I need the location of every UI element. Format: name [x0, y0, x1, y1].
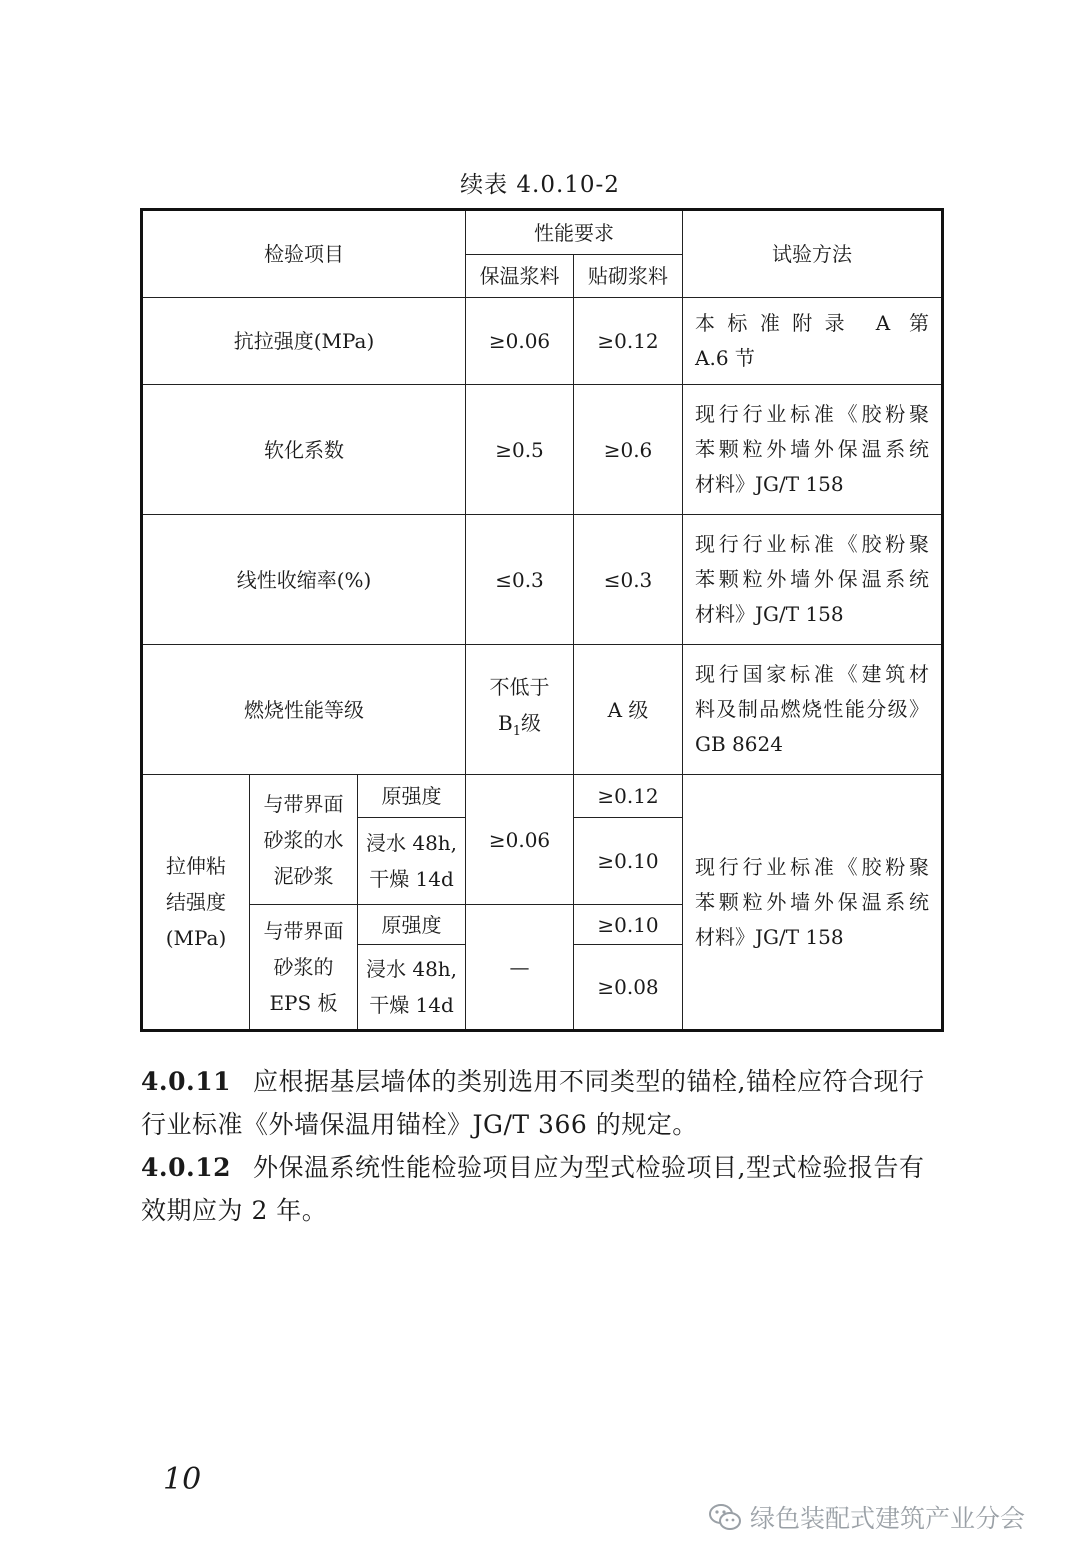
clause-text: 外保温系统性能检验项目应为型式检验项目,型式检验报告有效期应为 2 年。 [141, 1153, 925, 1225]
header-masonry-slurry: 贴砌浆料 [574, 255, 683, 298]
item-cell: 软化系数 [142, 385, 466, 515]
header-insulation-slurry: 保温浆料 [466, 255, 574, 298]
table-caption: 续表 4.0.10-2 [460, 172, 620, 198]
masonry-value: ≥0.08 [574, 945, 683, 1031]
bond-condition: 原强度 [358, 775, 466, 818]
table-row [142, 515, 943, 645]
clause-4-0-11 [141, 1060, 941, 1146]
masonry-value: A 级 [574, 645, 683, 775]
bond-condition: 浸水 48h, 干燥 14d [358, 945, 466, 1031]
clause-text: 应根据基层墙体的类别选用不同类型的锚栓,锚栓应符合现行行业标准《外墙保温用锚栓》JG/T 366 的规定。 [141, 1067, 925, 1139]
method-cell [683, 645, 943, 775]
insulation-value: ≤0.3 [466, 515, 574, 645]
table-row [142, 385, 943, 515]
method-line: A.6 节 [695, 346, 755, 370]
table-row [142, 775, 943, 818]
insulation-value: ≥0.06 [466, 775, 574, 905]
method-line: 苯颗粒外墙外保温系统 [695, 437, 930, 461]
method-line: 苯颗粒外墙外保温系统 [695, 889, 930, 914]
method-line: 材料》JG/T 158 [695, 924, 844, 949]
method-line: 苯颗粒外墙外保温系统 [695, 567, 930, 591]
method-line: 现行行业标准《胶粉聚 [695, 532, 930, 556]
insulation-value: — [466, 905, 574, 1031]
method-line: GB 8624 [695, 732, 783, 756]
header-performance: 性能要求 [466, 210, 683, 255]
table-row [142, 298, 943, 385]
method-cell [683, 775, 943, 1031]
method-cell [683, 515, 943, 645]
method-cell [683, 298, 943, 385]
method-cell [683, 385, 943, 515]
item-cell: 燃烧性能等级 [142, 645, 466, 775]
page-number: 10 [163, 1462, 202, 1497]
item-cell: 抗拉强度(MPa) [142, 298, 466, 385]
clause-number: 4.0.12 [141, 1153, 231, 1182]
bond-substrate: 与带界面 砂浆的水 泥砂浆 [250, 775, 358, 905]
masonry-value: ≥0.6 [574, 385, 683, 515]
method-line: 现行国家标准《建筑材 [695, 662, 930, 686]
item-cell: 线性收缩率(%) [142, 515, 466, 645]
wechat-icon [708, 1502, 742, 1532]
bond-substrate: 与带界面 砂浆的 EPS 板 [250, 905, 358, 1031]
method-line: 现行行业标准《胶粉聚 [695, 854, 930, 879]
clause-4-0-12 [141, 1146, 941, 1232]
watermark [708, 1497, 1025, 1537]
bond-label: 拉伸粘 结强度 (MPa) [142, 775, 250, 1031]
method-line: 材料》JG/T 158 [695, 472, 844, 496]
masonry-value: ≥0.10 [574, 818, 683, 905]
bond-condition: 浸水 48h, 干燥 14d [358, 818, 466, 905]
insulation-value: ≥0.06 [466, 298, 574, 385]
performance-table [140, 208, 944, 1032]
method-line: 材料》JG/T 158 [695, 602, 844, 626]
method-line: 现行行业标准《胶粉聚 [695, 402, 930, 426]
method-line: 本标准附录 A 第 [695, 311, 930, 335]
masonry-value: ≥0.12 [574, 775, 683, 818]
table-row [142, 645, 943, 775]
masonry-value: ≤0.3 [574, 515, 683, 645]
header-method: 试验方法 [683, 210, 943, 298]
insulation-value: ≥0.5 [466, 385, 574, 515]
watermark-text: 绿色装配式建筑产业分会 [750, 1504, 1026, 1533]
masonry-value: ≥0.10 [574, 905, 683, 945]
header-item: 检验项目 [142, 210, 466, 298]
insulation-value [466, 645, 574, 775]
insulation-value-line: 不低于 [489, 675, 550, 699]
method-line: 料及制品燃烧性能分级》 [695, 697, 930, 721]
table-header-row [142, 210, 943, 255]
bond-condition: 原强度 [358, 905, 466, 945]
masonry-value: ≥0.12 [574, 298, 683, 385]
insulation-value-line: $B_1$级 [498, 711, 541, 739]
clause-number: 4.0.11 [141, 1067, 231, 1096]
